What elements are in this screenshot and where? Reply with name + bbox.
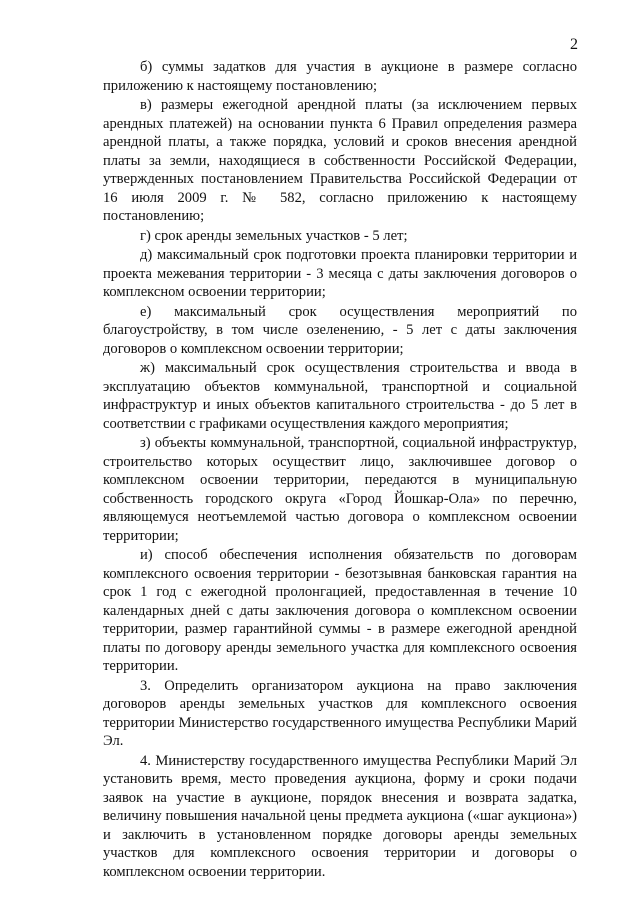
document-body (103, 58, 577, 882)
paragraph-3: 3. Определить организатором аукциона на право заключения договоров аренды земельных участков для комплексного освоения территории Министерство государственного имущества Республики Марий Эл. (103, 677, 577, 749)
paragraph-v: в) размеры ежегодной арендной платы (за исключением первых арендных платежей) на основании пункта 6 Правил определения размера арендной платы, а также порядка, условий и сроков внесения арендной платы за земли, находящиеся в собственности Российской Федерации, утвержденных постановлением Правительства Российской Федерации от 16 июля 2009 г. № 582, согласно приложению к настоящему постановлению; (103, 97, 577, 224)
paragraph-i: и) способ обеспечения исполнения обязательств по договорам комплексного освоения территории - безотзывная банковская гарантия на срок 1 год с ежегодной пролонгацией, предоставленная в течение 10 календарных дней с даты заключения договора о комплексном освоении территории, размер гарантийной суммы - в размере ежегодной арендной платы по договору аренды земельного участка для комплексного освоения территории. (103, 547, 577, 674)
page-number: 2 (570, 36, 578, 53)
paragraph-b: б) суммы задатков для участия в аукционе в размере согласно приложению к настоящему постановлению; (103, 59, 577, 94)
paragraph-e: е) максимальный срок осуществления мероприятий по благоустройству, в том числе озеленению, - 5 лет с даты заключения договоров о комплексном освоении территории; (103, 303, 577, 357)
paragraph-g: г) срок аренды земельных участков - 5 лет; (140, 227, 408, 244)
paragraph-d: д) максимальный срок подготовки проекта планировки территории и проекта межевания территории - 3 месяца с даты заключения договоров о комплексном освоении территории; (103, 247, 577, 300)
paragraph-z: з) объекты коммунальной, транспортной, социальной инфраструктур, строительство которых осуществит лицо, заключившее договор о комплексном освоении территории, передаются в муниципальную собственность городского округа «Город Йошкар-Ола» по перечню, являющемуся неотъемлемой частью договора о комплексном освоении территории; (103, 435, 577, 544)
paragraph-zh: ж) максимальный срок осуществления строительства и ввода в эксплуатацию объектов коммунальной, транспортной и социальной инфраструктур и иных объектов капитального строительства - до 5 лет в соответствии с графиками осуществления каждого мероприятия; (103, 360, 577, 432)
paragraph-4: 4. Министерству государственного имущества Республики Марий Эл установить время, место проведения аукциона, форму и сроки подачи заявок на участие в аукционе, порядок внесения и возврата задатка, величину повышения начальной цены предмета аукциона («шаг аукциона») и заключить в установленном порядке договоры аренды земельных участков для комплексного освоения территории и договоры о комплексном освоении территории. (103, 752, 577, 880)
